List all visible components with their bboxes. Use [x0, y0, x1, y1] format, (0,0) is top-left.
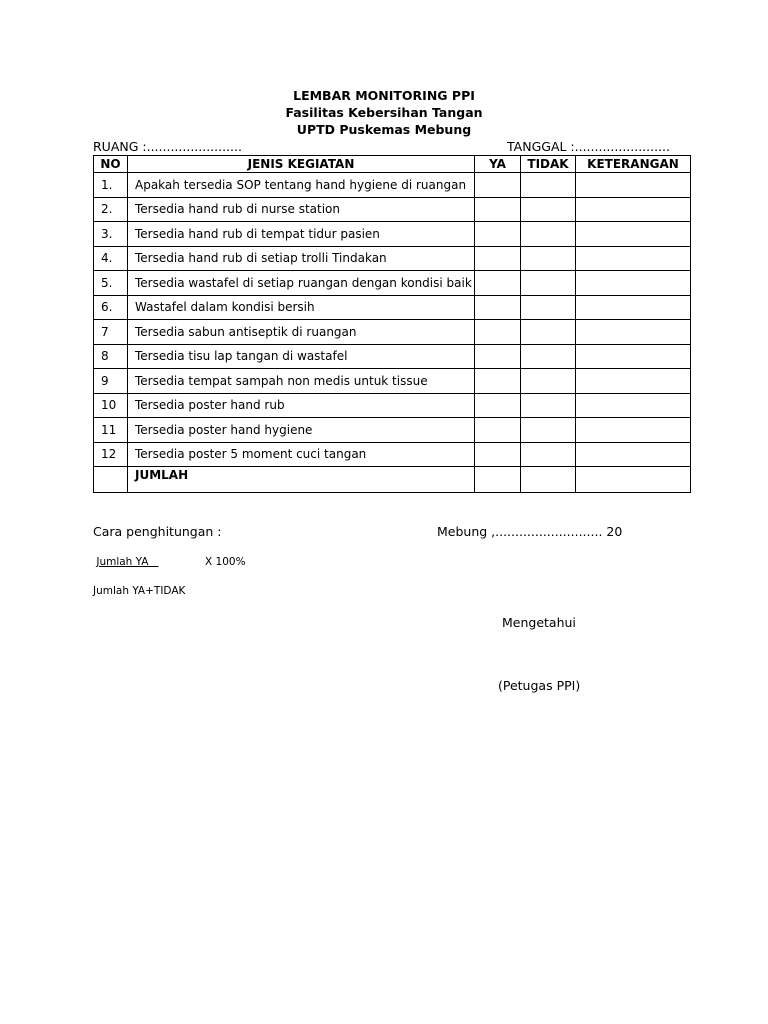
table-row — [94, 442, 691, 467]
tanggal-field: TANGGAL :........................ — [507, 139, 671, 154]
row-ya-cell[interactable] — [475, 344, 521, 369]
table-header-row — [94, 156, 691, 173]
doc-subtitle: Fasilitas Kebersihan Tangan — [285, 105, 483, 120]
row-no: 4. — [94, 246, 128, 271]
row-kegiatan: Tersedia wastafel di setiap ruangan dengan kondisi baik — [128, 271, 475, 296]
total-tidak-cell[interactable] — [521, 467, 576, 493]
row-tidak-cell[interactable] — [521, 369, 576, 394]
row-tidak-cell[interactable] — [521, 197, 576, 222]
row-keterangan-cell[interactable] — [576, 271, 691, 296]
row-kegiatan: Tersedia hand rub di tempat tidur pasien — [128, 222, 475, 247]
row-ya-cell[interactable] — [475, 173, 521, 198]
row-no: 9 — [94, 369, 128, 394]
row-keterangan-cell[interactable] — [576, 393, 691, 418]
row-no: 5. — [94, 271, 128, 296]
row-ya-cell[interactable] — [475, 393, 521, 418]
row-ya-cell[interactable] — [475, 442, 521, 467]
row-kegiatan: Tersedia hand rub di nurse station — [128, 197, 475, 222]
total-no-cell — [94, 467, 128, 493]
row-keterangan-cell[interactable] — [576, 222, 691, 247]
formula-multiplier: X 100% — [205, 556, 246, 568]
formula-denominator: Jumlah YA+TIDAK — [93, 585, 186, 597]
row-ya-cell[interactable] — [475, 246, 521, 271]
row-kegiatan: Tersedia tempat sampah non medis untuk tissue — [128, 369, 475, 394]
table-total-row — [94, 467, 691, 493]
total-keterangan-cell[interactable] — [576, 467, 691, 493]
formula-numerator-text: Jumlah YA — [96, 556, 149, 568]
row-tidak-cell[interactable] — [521, 246, 576, 271]
row-no: 12 — [94, 442, 128, 467]
row-tidak-cell[interactable] — [521, 173, 576, 198]
row-keterangan-cell[interactable] — [576, 320, 691, 345]
col-header-keterangan: KETERANGAN — [576, 156, 691, 173]
table-row — [94, 320, 691, 345]
row-tidak-cell[interactable] — [521, 344, 576, 369]
ruang-field: RUANG :........................ — [93, 139, 242, 154]
table-row — [94, 197, 691, 222]
table-row — [94, 222, 691, 247]
table-row — [94, 246, 691, 271]
doc-institution: UPTD Puskemas Mebung — [296, 122, 472, 137]
place-date-line: Mebung ,........................... 20 — [437, 524, 623, 539]
col-header-ya: YA — [475, 156, 521, 173]
row-no: 3. — [94, 222, 128, 247]
row-tidak-cell[interactable] — [521, 418, 576, 443]
table-row — [94, 393, 691, 418]
row-ya-cell[interactable] — [475, 295, 521, 320]
table-row — [94, 369, 691, 394]
row-kegiatan: Tersedia poster hand hygiene — [128, 418, 475, 443]
row-ya-cell[interactable] — [475, 197, 521, 222]
table-row — [94, 173, 691, 198]
formula-numerator — [93, 556, 158, 568]
doc-title: LEMBAR MONITORING PPI — [293, 88, 475, 103]
total-label: JUMLAH — [128, 467, 475, 493]
row-keterangan-cell[interactable] — [576, 369, 691, 394]
row-keterangan-cell[interactable] — [576, 197, 691, 222]
row-tidak-cell[interactable] — [521, 442, 576, 467]
row-keterangan-cell[interactable] — [576, 246, 691, 271]
row-keterangan-cell[interactable] — [576, 295, 691, 320]
row-tidak-cell[interactable] — [521, 393, 576, 418]
row-kegiatan: Apakah tersedia SOP tentang hand hygiene di ruangan — [128, 173, 475, 198]
col-header-kegiatan: JENIS KEGIATAN — [128, 156, 475, 173]
row-tidak-cell[interactable] — [521, 271, 576, 296]
table-row — [94, 344, 691, 369]
row-ya-cell[interactable] — [475, 418, 521, 443]
row-ya-cell[interactable] — [475, 369, 521, 394]
row-kegiatan: Tersedia tisu lap tangan di wastafel — [128, 344, 475, 369]
row-ya-cell[interactable] — [475, 271, 521, 296]
col-header-tidak: TIDAK — [521, 156, 576, 173]
row-tidak-cell[interactable] — [521, 320, 576, 345]
petugas-signature: (Petugas PPI) — [498, 678, 581, 693]
row-kegiatan: Tersedia hand rub di setiap trolli Tindakan — [128, 246, 475, 271]
row-no: 6. — [94, 295, 128, 320]
col-header-no: NO — [94, 156, 128, 173]
row-keterangan-cell[interactable] — [576, 442, 691, 467]
row-no: 11 — [94, 418, 128, 443]
row-kegiatan: Tersedia poster 5 moment cuci tangan — [128, 442, 475, 467]
table-row — [94, 271, 691, 296]
row-tidak-cell[interactable] — [521, 295, 576, 320]
row-kegiatan: Tersedia poster hand rub — [128, 393, 475, 418]
row-keterangan-cell[interactable] — [576, 418, 691, 443]
mengetahui-label: Mengetahui — [502, 615, 576, 630]
row-kegiatan: Tersedia sabun antiseptik di ruangan — [128, 320, 475, 345]
row-kegiatan: Wastafel dalam kondisi bersih — [128, 295, 475, 320]
row-no: 10 — [94, 393, 128, 418]
row-keterangan-cell[interactable] — [576, 173, 691, 198]
row-tidak-cell[interactable] — [521, 222, 576, 247]
row-no: 7 — [94, 320, 128, 345]
table-row — [94, 295, 691, 320]
row-no: 1. — [94, 173, 128, 198]
row-ya-cell[interactable] — [475, 222, 521, 247]
total-ya-cell[interactable] — [475, 467, 521, 493]
cara-penghitungan-label: Cara penghitungan : — [93, 524, 222, 539]
row-no: 8 — [94, 344, 128, 369]
row-ya-cell[interactable] — [475, 320, 521, 345]
row-keterangan-cell[interactable] — [576, 344, 691, 369]
checklist-table — [93, 155, 691, 493]
row-no: 2. — [94, 197, 128, 222]
table-row — [94, 418, 691, 443]
